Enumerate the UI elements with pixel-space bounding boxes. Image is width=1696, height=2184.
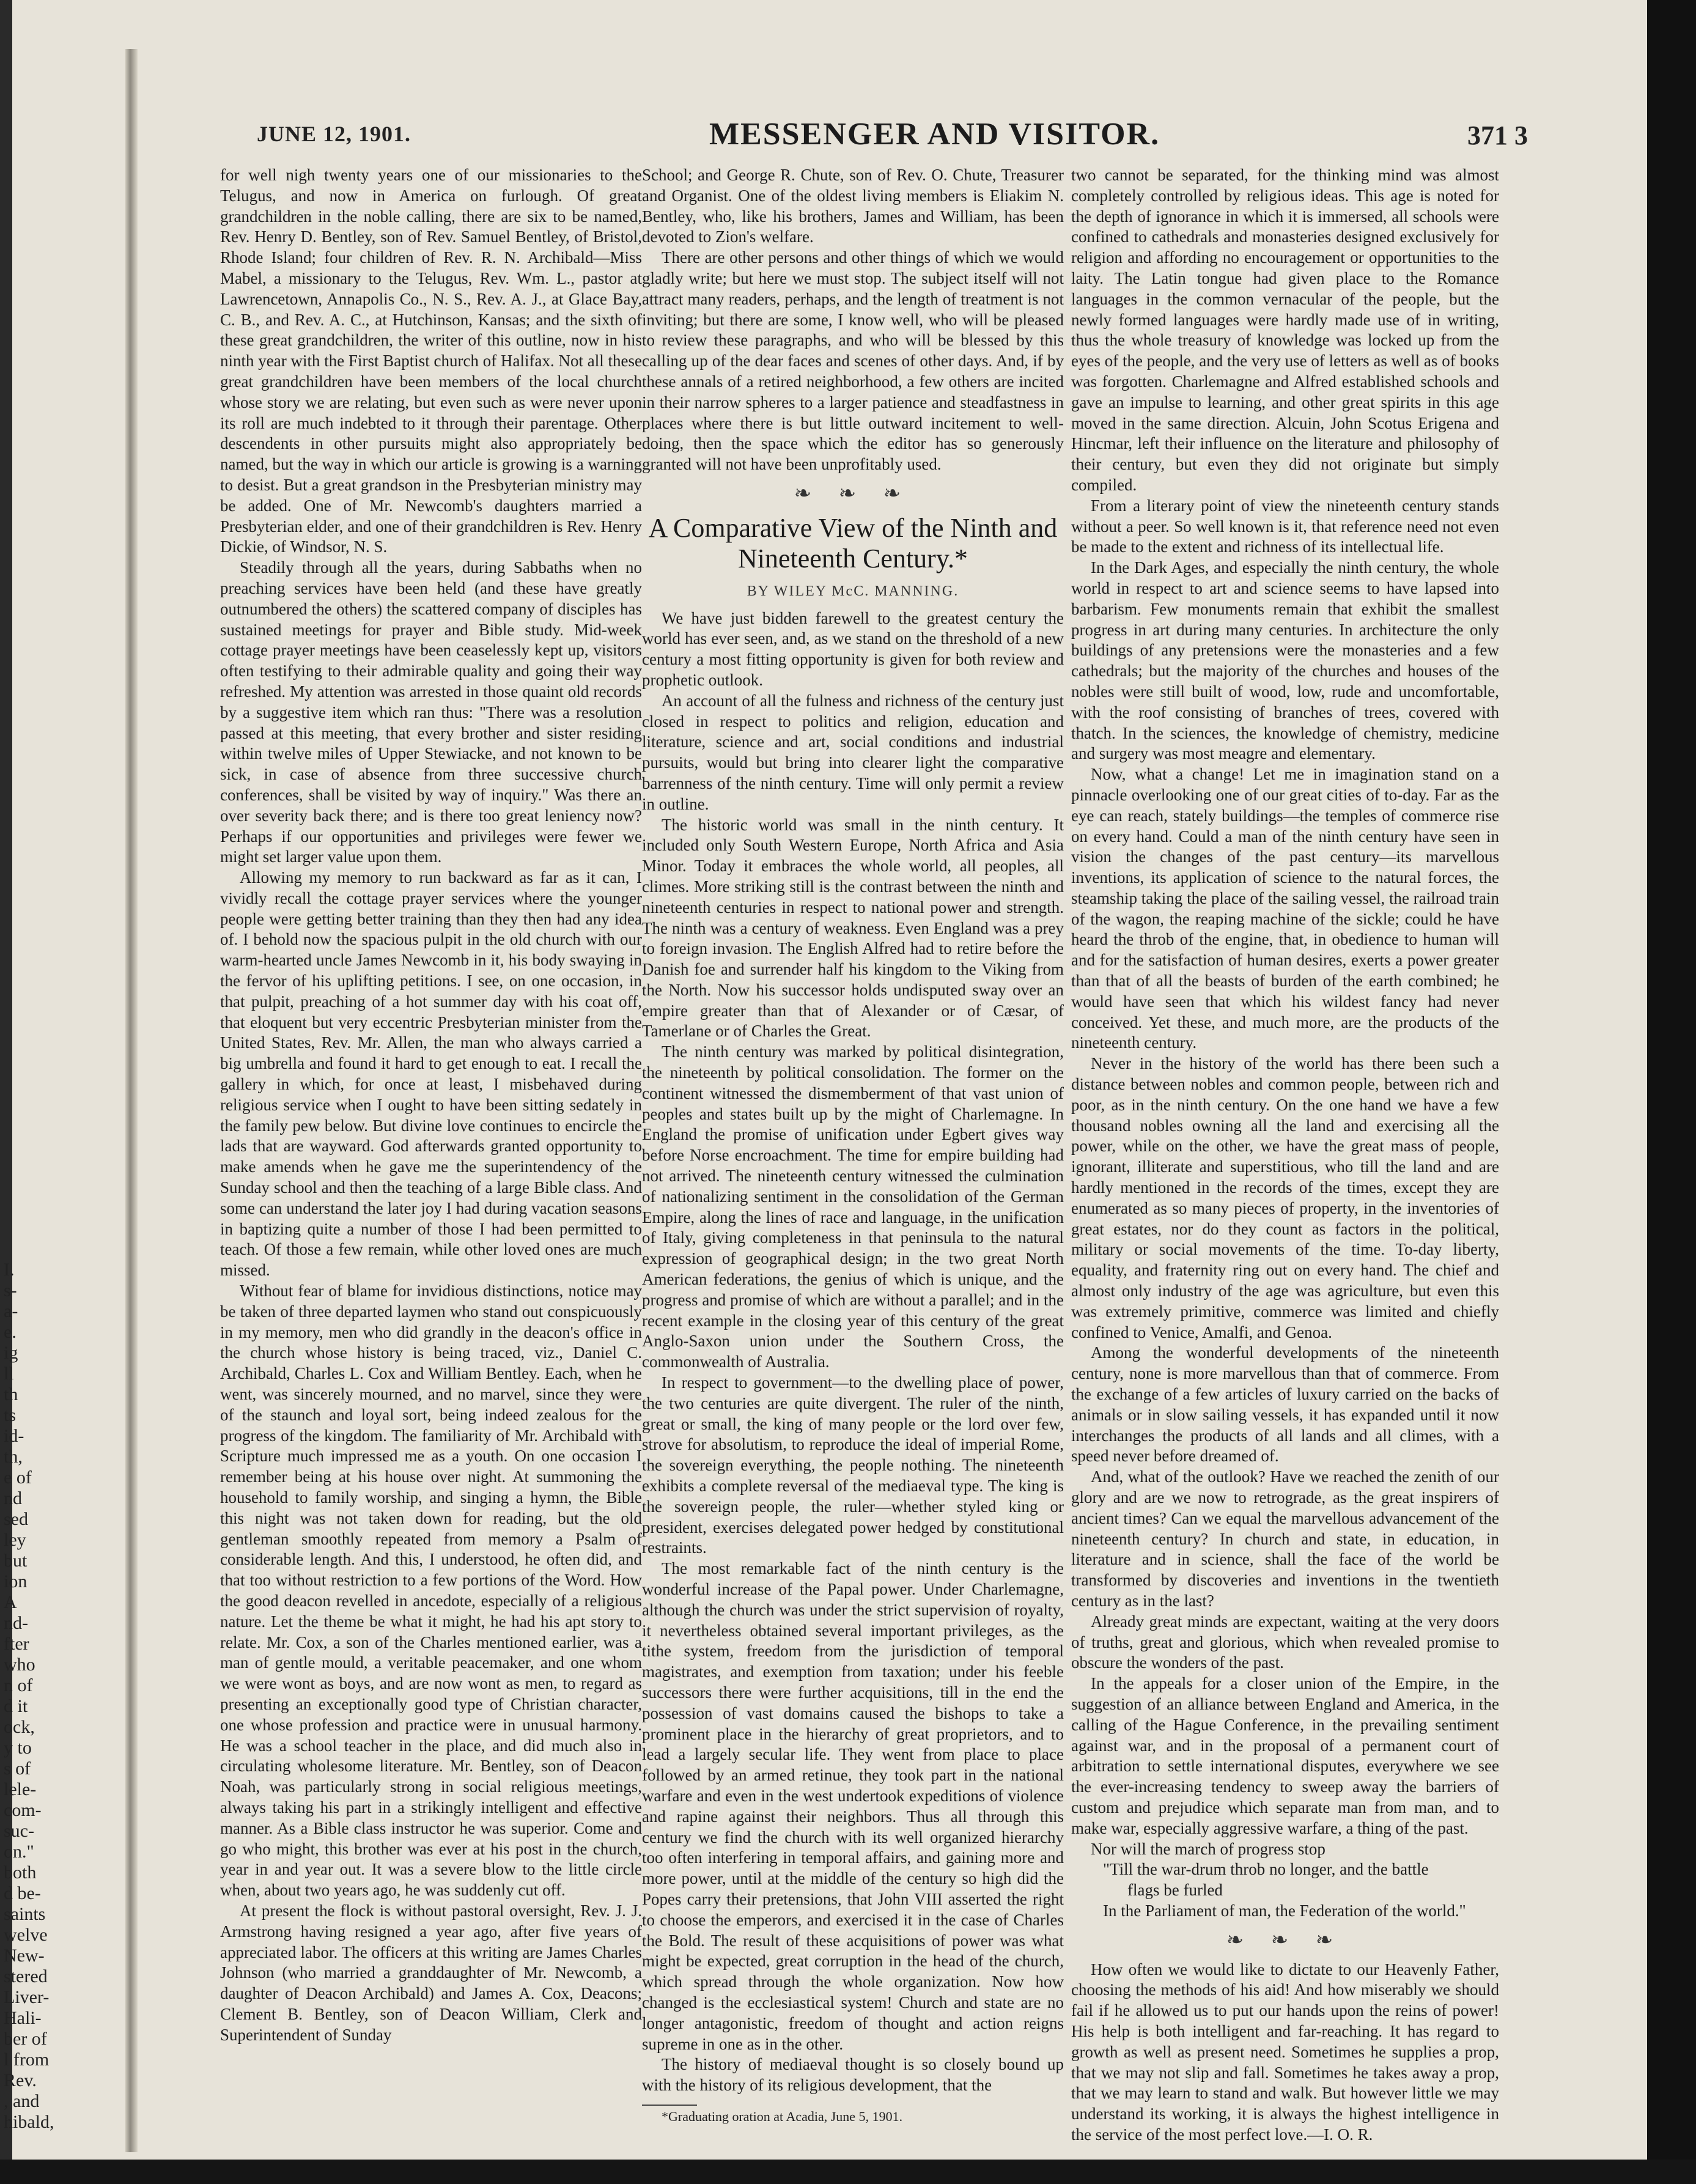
previous-page-text-fragment: ts bbox=[4, 1405, 17, 1425]
poem-line: flags be furled bbox=[1127, 1881, 1223, 1900]
previous-page-text-fragment: a- bbox=[4, 1301, 18, 1321]
previous-page-text-fragment: fter bbox=[4, 1634, 29, 1654]
paragraph: two cannot be separated, for the thinking mind was almost completely controlled by religious ideas. This age is noted for the depth of ignorance in which it is immersed, all schools were confined to cathedrals and monasteries designed exclusively for religion and affording no encouragement or opportunities to the laity. The Latin tongue had given place to the Romance languages in the common vernacular of the people, but the newly formed languages were hardly made use of in writing, thus the whole treasury of knowledge was locked up from the eyes of the people, and the very use of letters as well as of books was forgotten. Charlemagne and Alfred established schools and gave an impulse to learning, and other great spirits in this age moved in the same direction. Alcuin, John Scotus Erigena and Hincmar, left their influence on the literature and philosophy of their century, but even they did not originate but simply compiled. bbox=[1071, 166, 1499, 494]
page-header bbox=[220, 116, 1620, 153]
previous-page-text-fragment: s of bbox=[4, 1758, 31, 1779]
previous-page-text-fragment: ber of bbox=[4, 2029, 47, 2049]
paragraph: And, what of the outlook? Have we reached the zenith of our glory and are we now to retrograde, as the great inspirers of ancient times? Can we equal the marvellous advancement of the nineteenth century? In church and state, in education, in literature and in science, shall the face of the world be transformed by discoveries and inventions in the twentieth century as in the last? bbox=[1071, 1467, 1499, 1610]
paragraph: Never in the history of the world has there been such a distance between nobles and common people, between rich and poor, as in the ninth century. On the one hand we have a few thousand nobles owning all the land and exercising all the power, while on the other, we have the great mass of people, ignorant, illiterate and superstitious, who till the land and are hardly mentioned in the records of the times, except they are enumerated as so many pieces of property, in the inventories of great estates, nor do they count as factors in the political, military or social movements of the time. To-day liberty, equality, and fraternity ring out on every hand. The chief and almost only industry of the age was agriculture, but even this was extremely primitive, commerce was limited and chiefly confined to Venice, Amalfi, and Genoa. bbox=[1071, 1054, 1499, 1341]
paragraph: How often we would like to dictate to our Heavenly Father, choosing the methods of his aid! And how miserably we should fail if he allowed us to put our hands upon the reins of power! His help is both intelligent and far-reaching. It has regard to growth as well as present need. Sometimes he supplies a prop, that we may not slip and fall. Sometimes he takes away a prop, that we may learn to stand and walk. But however little we may understand its working, it is always the highest intelligence in the service of the most perfect love.—I. O. R. bbox=[1071, 1960, 1499, 2144]
footnote: *Graduating oration at Acadia, June 5, 1901. bbox=[662, 2108, 903, 2124]
previous-page-text-fragment: lele- bbox=[4, 1779, 37, 1799]
paragraph: The most remarkable fact of the ninth century is the wonderful increase of the Papal power. Under Charlemagne, although the church was under the strict supervision of royalty, it nevertheless obtained several important privileges, as the tithe system, freedom from the jurisdiction of temporal magistrates, and exemption from taxation; under his feeble successors there were further acquisitions, till in the end the possession of vast domains caused the bishops to take a prominent place in the hierarchy of great proprietors, and to lead a largely secular life. They went from place to place followed by an armed retinue, they took part in the national warfare and even in the west undertook expeditions of violence and rapine against their neighbors. Thus all through this century we find the church with its well organized hierarchy too often interfering in temporal affairs, and gaining more and more power, until at the middle of the century so high did the Popes carry their pretensions, that John VIII asserted the right to choose the emperors, and exercised it in the case of Charles the Bold. The result of these acquisitions of power was what might be expected, great corruption in the head of the church, which spread through the whole organization. Now how changed is the ecclesiastical system! Church and state are no longer antagonistic, freedom of thought and action reigns supreme in one as in the other. bbox=[642, 1559, 1064, 2053]
previous-page-text-fragment: Liver- bbox=[4, 1987, 50, 2007]
previous-page-text-fragment: n of bbox=[4, 1675, 33, 1695]
paragraph: In the appeals for a closer union of the Empire, in the suggestion of an alliance between England and America, in the calling of the Hague Conference, in the prevailing sentiment against war, and in the proposal of a permanent court of arbitration to settle international disputes, everywhere we see the ever-increasing tendency to sweep away the barriers of custom and prejudice which separate man from man, and to make war, especially aggressive warfare, a thing of the past. bbox=[1071, 1674, 1499, 1837]
paragraph: The ninth century was marked by political disintegration, the nineteenth by political consolidation. The former on the continent witnessed the dismemberment of that vast union of peoples and states built up by the might of Charlemagne. In England the promise of unification under Egbert gives way before Norse encroachment. The time for empire building had not arrived. The nineteenth century witnessed the culmination of nationalizing sentiment in the consolidation of the German Empire, along the lines of race and language, in the unification of Italy, giving completeness in that peninsula to the natural expression of geographical design; in the two great North American federations, the genius of which is unique, and the progress and promise of which are without a parallel; and in the recent example in the closing year of this century of the great Anglo-Saxon union under the Southern Cross, the commonwealth of Australia. bbox=[642, 1042, 1064, 1371]
paragraph: In respect to government—to the dwelling place of power, the two centuries are quite divergent. The ruler of the ninth, great or small, the king of many people or the lord over few, strove for absolutism, to reproduce the ideal of imperial Rome, the sovereign everything, the people nothing. The nineteenth exhibits a complete reversal of the mediaeval type. The king is the sovereign people, the ruler—whether styled king or president, exercises delegated power hedged by constitutional restraints. bbox=[642, 1373, 1064, 1557]
paragraph: At present the flock is without pastoral oversight, Rev. J. J. Armstrong having resigned a year ago, after five years of appreciated labor. The officers at this writing are James Charles Johnson (who married a granddaughter of Mr. Newcomb, a daughter of Deacon Archibald) and James A. Cox, Deacons; Clement B. Bentley, son of Deacon William, Clerk and Superintendent of Sunday bbox=[220, 1901, 642, 2044]
previous-page-text-fragment: welve bbox=[4, 1925, 48, 1945]
previous-page-text-fragment: suc- bbox=[4, 1821, 34, 1841]
scan-right-edge bbox=[1647, 0, 1696, 2184]
section-ornament: ❧ ❧ ❧ bbox=[1226, 1928, 1344, 1952]
previous-page-text-fragment: ock, bbox=[4, 1717, 35, 1737]
page-fold bbox=[125, 49, 138, 2152]
paragraph: Allowing my memory to run backward as far as it can, I vividly recall the cottage prayer services where the younger people were getting better training than they then had any idea of. I behold now the spacious pulpit in the old church with our warm-hearted uncle James Newcomb in it, his body swaying in the fervor of his uplifting petitions. I see, on one occasion, in that pulpit, preaching of a hot summer day with his coat off, that eloquent but very eccentric Presbyterian minister from the United States, Rev. Mr. Allen, the man who always carried a big umbrella and found it hard to get enough to eat. I recall the gallery in which, for once at least, I misbehaved during religious service when I ought to have been sitting sedately in the family pew below. But divine love continues to encircle the lads that are wayward. God afterwards granted opportunity to make amends when he gave me the superintendency of the Sunday school and then the teaching of a large Bible class. And some can understand the later joy I had during vacation seasons in baptizing quite a number of those I had been permitted to teach. Of those a few remain, while other loved ones are much missed. bbox=[220, 868, 642, 1280]
previous-page-text-fragment: New- bbox=[4, 1946, 45, 1966]
column-3 bbox=[1071, 165, 1499, 2144]
paragraph: An account of all the fulness and richness of the century just closed in respect to politics and religion, education and literature, science and art, social conditions and industrial pursuits, would but bring into clearer light the comparative barrenness of the ninth century. Time will only permit a review in outline. bbox=[642, 691, 1064, 813]
previous-page-text-fragment: com- bbox=[4, 1800, 42, 1820]
previous-page-text-fragment: sed bbox=[4, 1509, 28, 1529]
previous-page-text-fragment: e. bbox=[4, 1322, 17, 1342]
previous-page-text-fragment: ll bbox=[4, 1363, 14, 1384]
previous-page-text-fragment: th bbox=[4, 1384, 18, 1404]
previous-page-text-fragment: nd bbox=[4, 1488, 22, 1508]
previous-page-text-fragment: stered bbox=[4, 1966, 48, 1987]
previous-page-text-fragment: nd- bbox=[4, 1613, 28, 1633]
issue-date: JUNE 12, 1901. bbox=[257, 122, 411, 146]
previous-page-text-fragment: y to bbox=[4, 1738, 32, 1758]
previous-page-text-fragment: Hali- bbox=[4, 2008, 42, 2028]
previous-page-text-fragment: l from bbox=[4, 2049, 50, 2070]
scan-bottom-edge bbox=[0, 2160, 1696, 2184]
column-1 bbox=[220, 165, 642, 2103]
previous-page-text-fragment: d it bbox=[4, 1696, 28, 1716]
previous-page-text-fragment: saints bbox=[4, 1904, 46, 1924]
masthead-title: MESSENGER AND VISITOR. bbox=[709, 117, 1160, 152]
previous-page-text-fragment: th, bbox=[4, 1447, 23, 1467]
previous-page-text-fragment: hibald, bbox=[4, 2112, 54, 2132]
article-byline: BY WILEY McC. MANNING. bbox=[747, 583, 959, 599]
paragraph: Without fear of blame for invidious distinctions, notice may be taken of three departed laymen who stand out conspicuously in my memory, men who did grandly in the deacon's office in the church whose history is being traced, viz., Daniel C. Archibald, Charles L. Cox and William Bentley. Each, when he went, was sincerely mourned, and no marvel, since they were of the staunch and loyal sort, being indeed zealous for the progress of the kingdom. The familiarity of Mr. Archibald with Scripture much impressed me as a youth. On one occasion I remember being at his house over night. At summoning the household to family worship, and singing a hymn, the Bible this night was not taken down for reading, but the old gentleman smoothly repeated from memory a Psalm of considerable length. And this, I understood, he often did, and that too without restriction to a few portions of the Word. How the good deacon revelled in ancedote, especially of a religious nature. Let the theme be what it might, he had his apt story to relate. Mr. Cox, a son of the Charles mentioned earlier, was a man of gentle mould, a veritable peacemaker, and one whom we were wont as boys, and are now wont as men, to regard as presenting an exceptionally good type of Christian character, one whose profession and practice were in unusual harmony. He was a school teacher in the place, and did much also in circulating wholesome literature. Mr. Bentley, son of Deacon Noah, was particularly strong in social religious meetings, always taking his part in a strikingly intelligent and effective manner. As a Bible class instructor he was superior. Come and go who might, this brother was ever at his post in the church, year in and year out. It was a severe blow to the little circle when, about two years ago, he was suddenly cut off. bbox=[220, 1282, 642, 1900]
paragraph: The history of mediaeval thought is so closely bound up with the history of its religious development, that the bbox=[642, 2055, 1064, 2095]
paragraph: We have just bidden farewell to the greatest century the world has ever seen, and, as we stand on the threshold of a new century a most fitting opportunity is given for both review and prophetic outlook. bbox=[642, 608, 1064, 689]
footnote-rule bbox=[642, 2105, 697, 2106]
previous-page-text-fragment: s- bbox=[4, 1280, 17, 1300]
previous-page-text-fragment: ig bbox=[4, 1343, 18, 1363]
poem-line: In the Parliament of man, the Federation of the world." bbox=[1103, 1901, 1466, 1920]
page-number: 371 3 bbox=[1467, 120, 1528, 150]
previous-page-text-fragment: A bbox=[4, 1592, 17, 1612]
poem-line: "Till the war-drum throb no longer, and the battle bbox=[1103, 1860, 1429, 1879]
previous-page-text-fragment: id- bbox=[4, 1426, 24, 1446]
previous-page-text-fragment: who bbox=[4, 1655, 35, 1675]
paragraph: Already great minds are expectant, waiting at the very doors of truths, great and glorious, which when revealed promise to obscure the wonders of the past. bbox=[1071, 1612, 1499, 1672]
previous-page-text-fragment: on." bbox=[4, 1842, 34, 1862]
paragraph: The historic world was small in the ninth century. It included only South Western Europe, North Africa and Asia Minor. Today it embraces the whole world, all peoples, all climes. More striking still is the contrast between the ninth and nineteenth centuries in respect to national power and strength. The ninth was a century of weakness. Even England was a prey to foreign invasion. The English Alfred had to retire before the Danish foe and surrender half his kingdom to the Viking from the North. Now his successor holds undisputed sway over an empire greater than that of Alexander or of Cæsar, of Tamerlane or of Charles the Great. bbox=[642, 815, 1064, 1041]
paragraph: From a literary point of view the nineteenth century stands without a peer. So well known is it, that reference need not even be made to the extent and richness of its intellectual life. bbox=[1071, 496, 1499, 556]
paragraph: In the Dark Ages, and especially the ninth century, the whole world in respect to art and science seems to have lapsed into barbarism. Few monuments remain that exhibit the smallest progress in art during many centuries. In architecture the only buildings of any pretensions were the monasteries and a few cathedrals; but the majority of the churches and houses of the nobles were still built of wood, low, rude and uncomfortable, with the roof consisting of branches of trees, covered with thatch. In the sciences, the knowledge of chemistry, medicine and surgery was most meagre and elementary. bbox=[1071, 558, 1499, 763]
paragraph: Among the wonderful developments of the nineteenth century, none is more marvellous than that of commerce. From the exchange of a few articles of luxury carried on the backs of animals or in slow sailing vessels, it has expanded until it now interchanges the products of all lands and all climes, with a speed never before dreamed of. bbox=[1071, 1343, 1499, 1466]
column-2 bbox=[642, 165, 1064, 2124]
previous-page-text-fragment: Rev. bbox=[4, 2070, 37, 2090]
previous-page-text-fragment: I. bbox=[4, 1260, 15, 1280]
previous-page-text-fragment: but bbox=[4, 1551, 28, 1571]
previous-page-text-fragment: both bbox=[4, 1862, 37, 1883]
previous-page-text-fragment: , and bbox=[4, 2091, 40, 2111]
paragraph: Now, what a change! Let me in imagination stand on a pinnacle overlooking one of our great cities of to-day. Far as the eye can reach, stately buildings—the temples of commerce rise on every hand. Could a man of the ninth century have seen in vision the changes of the past century—its marvellous inventions, its application of science to the natural forces, the steamship taking the place of the sailing vessel, the railroad train of the wagon, the reaping machine of the sickle; could he have heard the throb of the engine, that, in obedience to human will and for the satisfaction of human desires, exerts a power greater than that of all the beasts of burden of the earth combined; he would have seen that which his wildest fancy had never conceived. Yet these, and much more, are the products of the nineteenth century. bbox=[1071, 765, 1499, 1052]
paragraph: Nor will the march of progress stop bbox=[1091, 1839, 1325, 1858]
previous-page-text-fragment: e of bbox=[4, 1467, 32, 1488]
previous-page-text-fragment: ley bbox=[4, 1530, 26, 1550]
paragraph: for well nigh twenty years one of our missionaries to the Telugus, and now in America on furlough. Of great grandchildren in the noble calling, there are six to be named, Rev. Henry D. Bentley, son of Rev. Samuel Bentley, of Bristol, Rhode Island; four children of Rev. R. N. Archibald—Miss Mabel, a missionary to the Telugus, Rev. Wm. L., pastor at Lawrencetown, Annapolis Co., N. S., Rev. A. J., at Glace Bay, C. B., and Rev. A. C., at Hutchinson, Kansas; and the sixth of these great grandchildren, the writer of this outline, now in his ninth year with the First Baptist church of Halifax. Not all these great grandchildren have been members of the local church whose story we are relating, but even such as were never upon its roll are much indebted to it through their parentage. Other descendents in other pursuits might also appropriately be named, but the way in which our article is growing is a warning to desist. But a great grandson in the Presbyterian ministry may be added. One of Mr. Newcomb's daughters married a Presbyterian elder, and one of their grandchildren is Rev. Henry Dickie, of Windsor, N. S. bbox=[220, 166, 642, 556]
article-title: A Comparative View of the Ninth and Nineteenth Century.* bbox=[648, 512, 1058, 574]
paragraph: Steadily through all the years, during Sabbaths when no preaching services have been held (and these have greatly outnumbered the others) the scattered company of disciples has sustained meetings for prayer and Bible study. Mid-week cottage prayer meetings have been ceaselessly kept up, visitors often testifying to their admirable quality and going their way refreshed. My attention was arrested in those quaint old records by a suggestive item which ran thus: "There was a resolution passed at this meeting, that every brother and sister residing within twelve miles of Upper Stewiacke, and not known to be sick, in case of absence from three successive church conferences, shall be visited by way of inquiry." Was there an over severity back there; and is there too great leniency now? Perhaps if our opportunities and privileges were fewer we might set larger value upon them. bbox=[220, 558, 642, 866]
previous-page-text-fragment: ion bbox=[4, 1571, 28, 1592]
previous-page-column-fragment bbox=[0, 0, 92, 2140]
paragraph: There are other persons and other things of which we would gladly write; but here we must stop. The subject itself will not attract many readers, perhaps, and the length of treatment is not inviting; but there are some, I know well, who will be pleased to review these paragraphs, and who will be blessed by this calling up of the dear faces and scenes of other days. And, if by these annals of a retired neighborhood, a few others are incited in their narrow spheres to a larger patience and steadfastness in places where there is but little outward incitement to well-doing, then the space which the editor has so generously granted will not have been unprofitably used. bbox=[642, 248, 1064, 474]
paragraph: School; and George R. Chute, son of Rev. O. Chute, Treasurer and Organist. One of the oldest living members is Eliakim N. Bentley, who, like his brothers, James and William, has been devoted to Zion's welfare. bbox=[642, 166, 1064, 246]
section-ornament: ❧ ❧ ❧ bbox=[794, 482, 912, 505]
previous-page-text-fragment: d be- bbox=[4, 1883, 41, 1903]
